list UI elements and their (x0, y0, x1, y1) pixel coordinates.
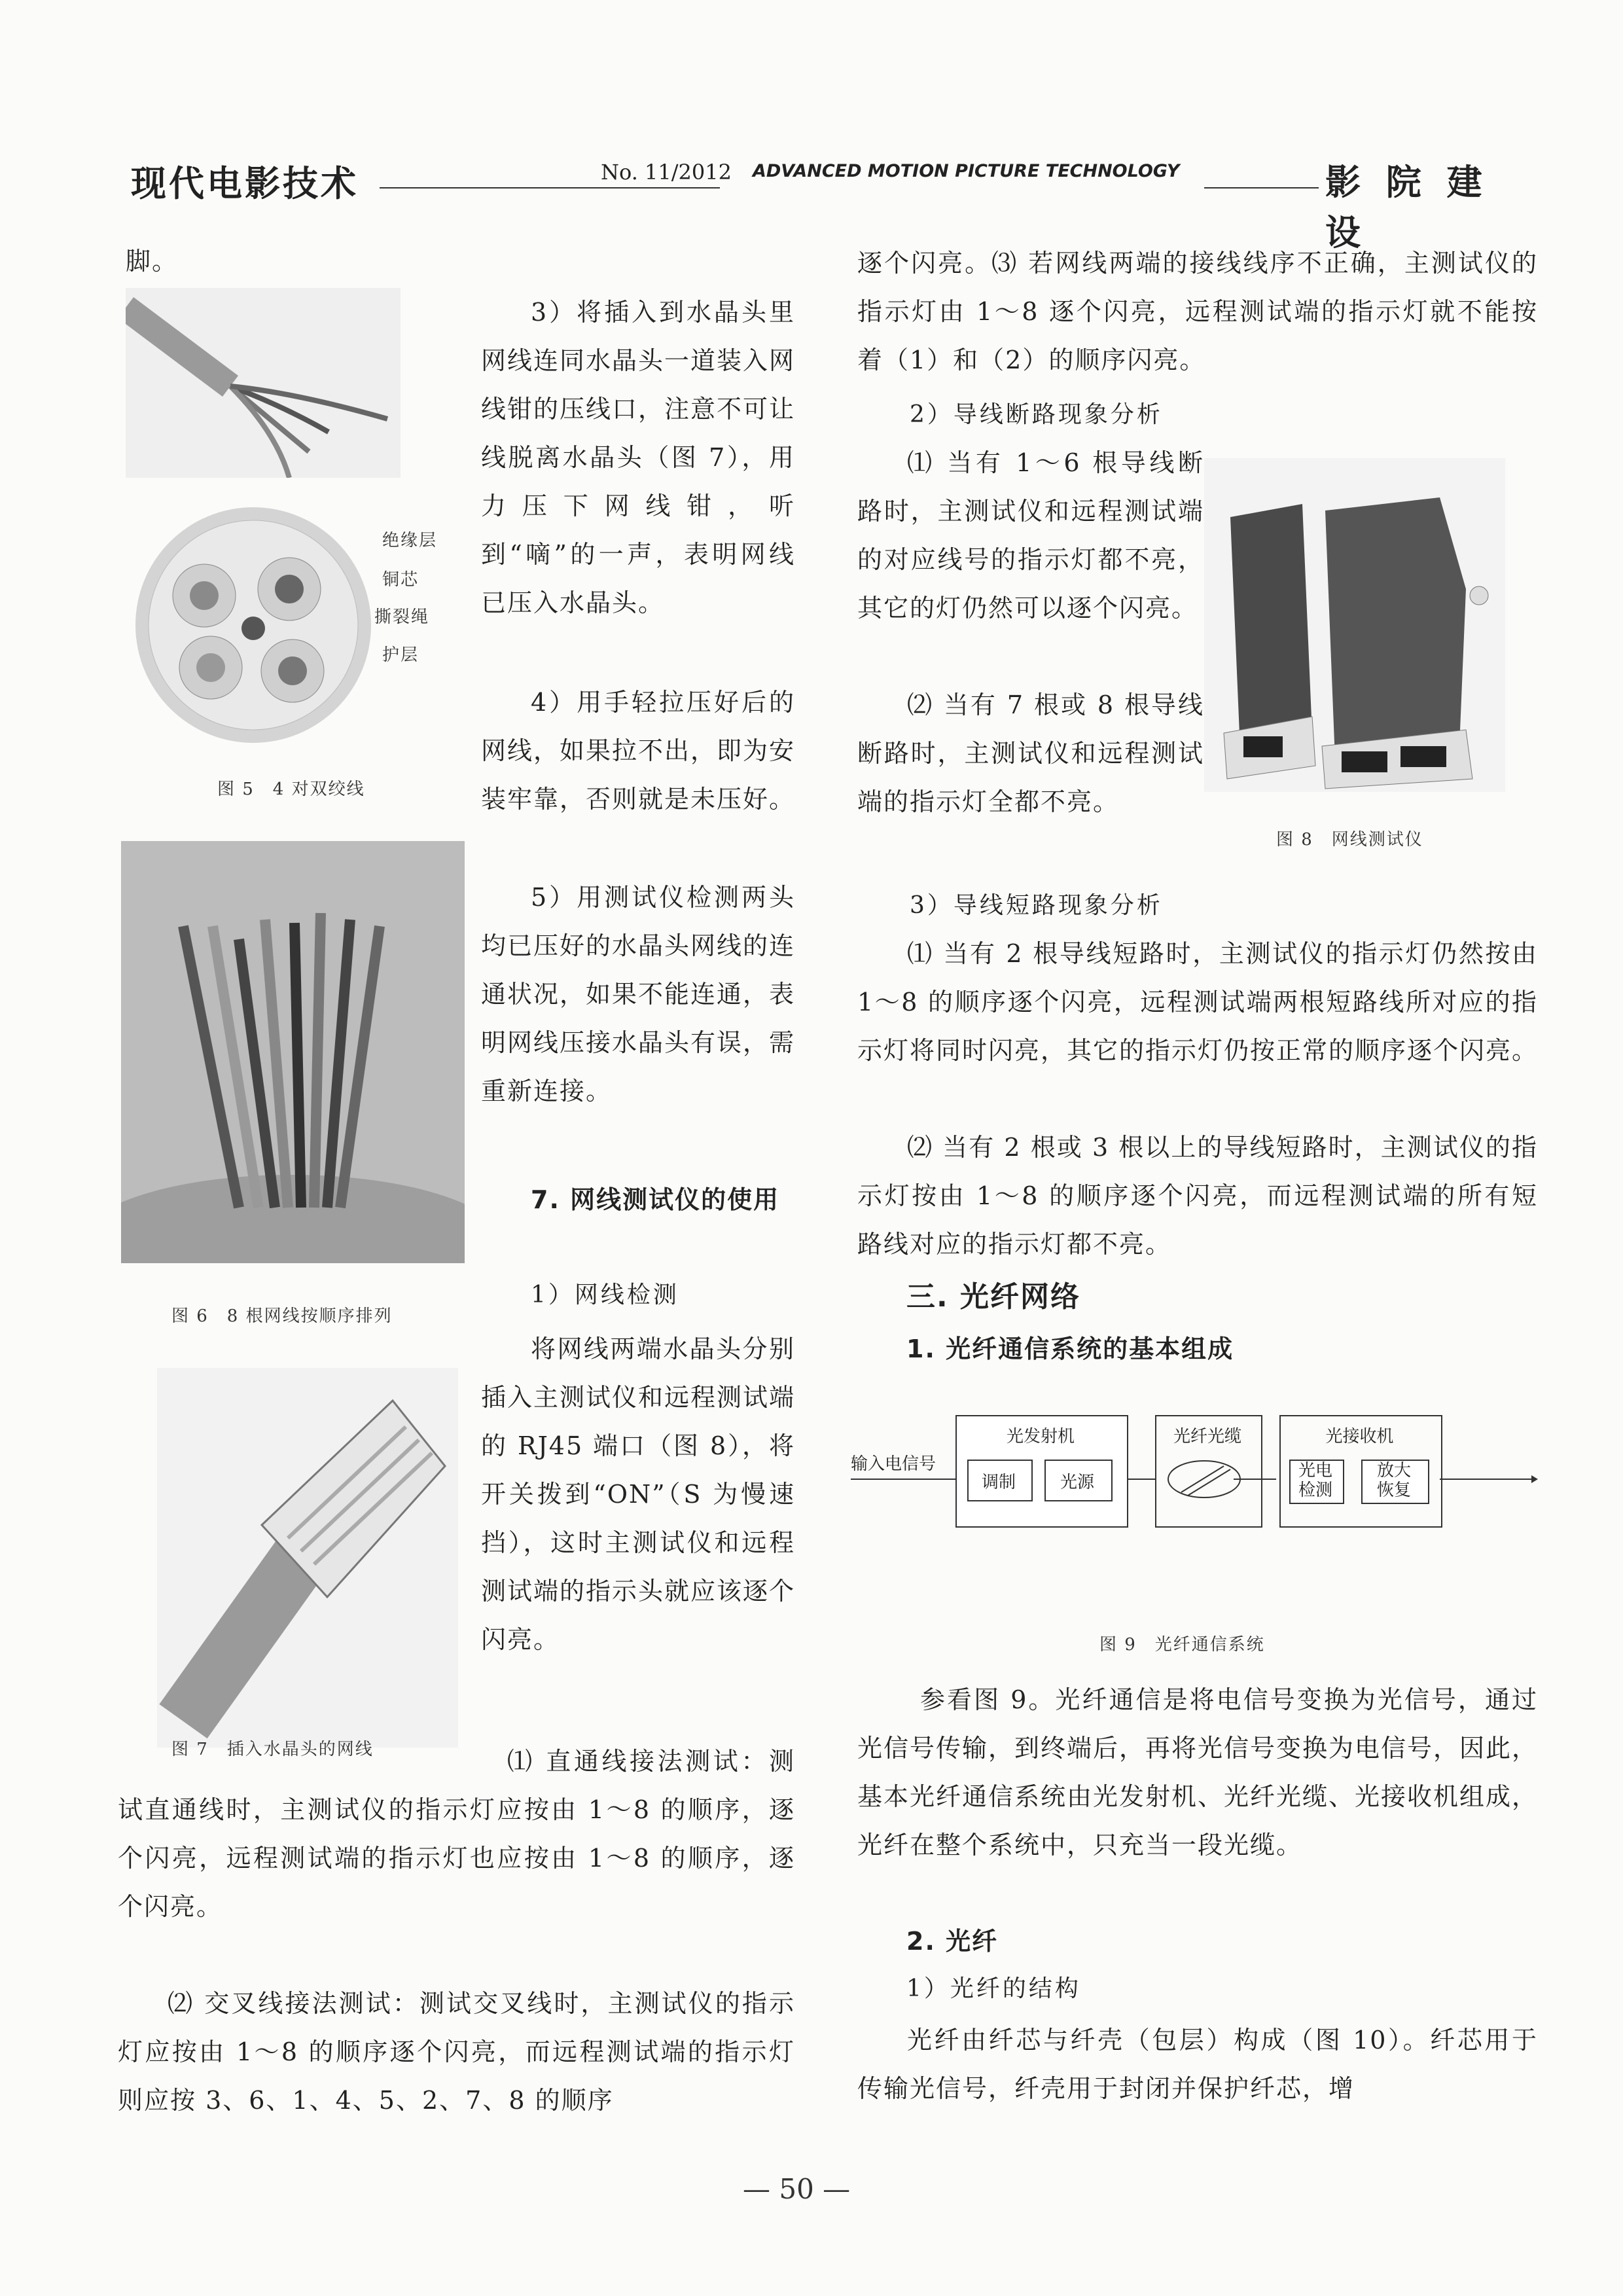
label-modulator: 调制 (981, 1473, 1016, 1492)
page-header (131, 151, 1531, 253)
figure-5 (126, 288, 479, 799)
figure-7-photo (157, 1368, 458, 1748)
fig5-label-copper: 铜芯 (382, 570, 419, 590)
label-transmitter: 光发射机 (1006, 1427, 1075, 1446)
paragraph-fiber-structure: 光纤由纤芯与纤壳（包层）构成（图 10）。纤芯用于传输光信号，纤壳用于封闭并保护纤芯，增 (857, 2026, 1538, 2103)
heading-optical-fiber: 2. 光纤 (906, 1927, 999, 1956)
subheading-short-circuit: 3）导线短路现象分析 (910, 892, 1163, 919)
paragraph-step-4: 4）用手轻拉压好后的网线，如果拉不出，即为安装牢靠，否则就是未压好。 (481, 688, 796, 814)
label-detector-2: 检测 (1298, 1480, 1332, 1500)
fig6-caption: 图 6 8 根网线按顺序排列 (171, 1306, 393, 1326)
paragraph-foot: 脚。 (126, 247, 179, 276)
paragraph-detection: 将网线两端水晶头分别插入主测试仪和远程测试端的 RJ45 端口（图 8），将开关拨到“ON”（S 为慢速挡），这时主测试仪和远程测试端的指示头就应该逐个闪亮。 (481, 1335, 796, 1654)
issue-number: No. 11/2012 (596, 160, 737, 185)
paragraph-open-2: ⑵ 当有 7 根或 8 根导线断路时，主测试仪和远程测试端的指示灯全都不亮。 (857, 691, 1204, 816)
label-fiber-cable: 光纤光缆 (1173, 1427, 1241, 1446)
fig9-caption: 图 9 光纤通信系统 (1099, 1635, 1265, 1655)
section-title: 影 院 建 设 (1319, 154, 1531, 255)
fig5-caption: 图 5 4 对双绞线 (217, 780, 365, 799)
journal-title-cn: 现代电影技术 (131, 163, 359, 204)
paragraph-fiber-reference: 参看图 9。光纤通信是将电信号变换为光信号，通过光信号传输，到终端后，再将光信号变换为电信号，因此，基本光纤通信系统由光发射机、光纤光缆、光接收机组成，光纤在整个系统中，只充当一段光缆。 (857, 1685, 1539, 1859)
paragraph-straight-test: ⑴ 直通线接法测试：测试直通线时，主测试仪的指示灯应按由 1～8 的顺序，逐个闪亮，远程测试端的指示灯也应按由 1～8 的顺序，逐个闪亮。 (118, 1747, 795, 1921)
fig5-label-sheath: 护层 (382, 645, 419, 665)
twisted-pair-photo (126, 288, 401, 478)
heading-tester-usage: 7. 网线测试仪的使用 (531, 1185, 780, 1214)
label-input-signal: 输入电信号 (851, 1454, 936, 1474)
heading-fiber-system: 1. 光纤通信系统的基本组成 (906, 1335, 1234, 1363)
cable-cross-section (132, 504, 381, 753)
header-rule-left (380, 187, 720, 188)
journal-title-en: ADVANCED MOTION PICTURE TECHNOLOGY (753, 161, 1180, 181)
fig7-caption: 图 7 插入水晶头的网线 (171, 1740, 374, 1759)
figure-6-photo (121, 841, 465, 1263)
paragraph-open-1: ⑴ 当有 1～6 根导线断路时，主测试仪和远程测试端的对应线号的指示灯都不亮，其它的灯仍然可以逐个闪亮。 (857, 448, 1204, 622)
paragraph-step-3: 3）将插入到水晶头里网线连同水晶头一道装入网线钳的压线口，注意不可让线脱离水晶头（图 7），用力压下网线钳，听到“嘀”的一声，表明网线已压入水晶头。 (481, 298, 796, 617)
paragraph-short-1: ⑴ 当有 2 根导线短路时，主测试仪的指示灯仍然按由 1～8 的顺序逐个闪亮，远程测试端两根短路线所对应的指示灯将同时闪亮，其它的指示灯仍按正常的顺序逐个闪亮。 (857, 939, 1539, 1065)
figure-9-diagram (851, 1401, 1538, 1558)
fig5-label-insulation: 绝缘层 (382, 531, 438, 550)
fig5-label-ripcord: 撕裂绳 (374, 607, 430, 627)
page-number: — 50 — (743, 2173, 851, 2205)
paragraph-step-5: 5）用测试仪检测两头均已压好的水晶头网线的连通状况，如果不能连通，表明网线压接水晶头有误，需重新连接。 (481, 883, 796, 1105)
label-light-source: 光源 (1060, 1473, 1094, 1492)
heading-fiber-network: 三. 光纤网络 (906, 1280, 1081, 1314)
paragraph-cross-test: ⑵ 交叉线接法测试：测试交叉线时，主测试仪的指示灯应按由 1～8 的顺序逐个闪亮，而远程测试端的指示灯则应按 3、6、1、4、5、2、7、8 的顺序 (118, 1989, 795, 2115)
fig8-caption: 图 8 网线测试仪 (1276, 830, 1423, 850)
paragraph-continuation: 逐个闪亮。⑶ 若网线两端的接线线序不正确，主测试仪的指示灯由 1～8 逐个闪亮，远程测试端的指示灯就不能按着（1）和（2）的顺序闪亮。 (857, 249, 1538, 374)
label-receiver: 光接收机 (1325, 1427, 1394, 1446)
label-detector-1: 光电 (1298, 1461, 1332, 1480)
subheading-fiber-structure: 1）光纤的结构 (906, 1975, 1081, 2002)
subheading-open-circuit: 2）导线断路现象分析 (910, 401, 1163, 428)
label-amplifier-1: 放大 (1376, 1461, 1411, 1480)
subheading-cable-detection: 1）网线检测 (531, 1282, 679, 1308)
paragraph-short-2: ⑵ 当有 2 根或 3 根以上的导线短路时，主测试仪的指示灯按由 1～8 的顺序逐个闪亮，而远程测试端的所有短路线对应的指示灯都不亮。 (857, 1133, 1538, 1259)
label-amplifier-2: 恢复 (1376, 1480, 1411, 1500)
figure-8-photo (1204, 458, 1505, 792)
